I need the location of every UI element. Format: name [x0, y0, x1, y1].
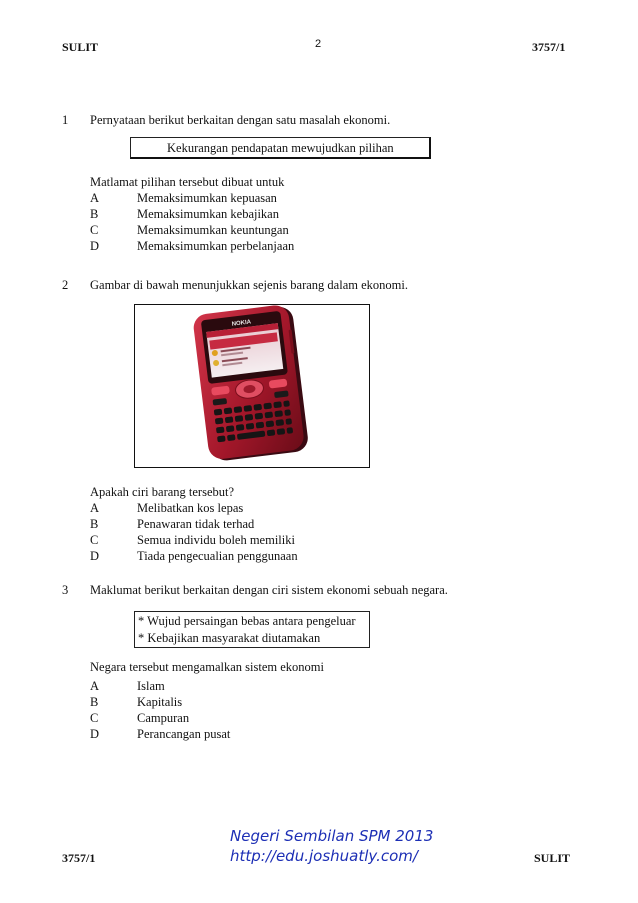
question-stem: Maklumat berikut berkaitan dengan ciri sistem ekonomi sebuah negara. [90, 583, 448, 597]
question-prompt: Negara tersebut mengamalkan sistem ekonomi [90, 660, 324, 674]
option-c: Semua individu boleh memiliki [137, 533, 295, 547]
question-prompt: Apakah ciri barang tersebut? [90, 485, 235, 499]
option-d: Memaksimumkan perbelanjaan [137, 239, 295, 253]
footer-sulit: SULIT [534, 851, 571, 865]
option-c: Memaksimumkan keuntungan [137, 223, 289, 237]
mobile-phone-image [135, 305, 369, 467]
information-box [134, 611, 370, 648]
statement-box [130, 137, 431, 159]
option-letter: B [90, 695, 99, 709]
option-letter: D [90, 727, 100, 741]
footer-paper-code: 3757/1 [62, 851, 96, 865]
option-letter: C [90, 533, 99, 547]
option-c: Campuran [137, 711, 190, 725]
question-stem: Gambar di bawah menunjukkan sejenis barang dalam ekonomi. [90, 278, 408, 292]
header-sulit: SULIT [62, 40, 99, 54]
option-a: Melibatkan kos lepas [137, 501, 244, 515]
page-number: 2 [315, 38, 322, 50]
question-prompt: Matlamat pilihan tersebut dibuat untuk [90, 175, 285, 189]
phone-brand-logo: NOKIA [231, 319, 252, 328]
question-number: 1 [62, 113, 69, 127]
option-letter: D [90, 549, 100, 563]
phone-image-frame [134, 304, 370, 468]
option-letter: D [90, 239, 100, 253]
option-d: Tiada pengecualian penggunaan [137, 549, 298, 563]
option-letter: A [90, 501, 100, 515]
question-number: 2 [62, 278, 69, 292]
option-a: Memaksimumkan kepuasan [137, 191, 277, 205]
question-number: 3 [62, 583, 69, 597]
option-b: Kapitalis [137, 695, 183, 709]
header-paper-code: 3757/1 [532, 40, 566, 54]
info-line-1: * Wujud persaingan bebas antara pengeluar [138, 614, 356, 628]
option-letter: B [90, 207, 99, 221]
option-b: Penawaran tidak terhad [137, 517, 255, 531]
option-letter: C [90, 223, 99, 237]
question-stem: Pernyataan berikut berkaitan dengan satu masalah ekonomi. [90, 113, 391, 127]
statement-text: Kekurangan pendapatan mewujudkan pilihan [167, 141, 394, 155]
option-letter: B [90, 517, 99, 531]
option-letter: A [90, 191, 100, 205]
watermark-title: Negeri Sembilan SPM 2013 [230, 827, 434, 845]
watermark-url[interactable]: http://edu.joshuatly.com/ [230, 847, 418, 865]
option-d: Perancangan pusat [137, 727, 231, 741]
option-letter: C [90, 711, 99, 725]
option-b: Memaksimumkan kebajikan [137, 207, 279, 221]
info-line-2: * Kebajikan masyarakat diutamakan [138, 631, 321, 645]
option-a: Islam [137, 679, 165, 693]
option-letter: A [90, 679, 100, 693]
